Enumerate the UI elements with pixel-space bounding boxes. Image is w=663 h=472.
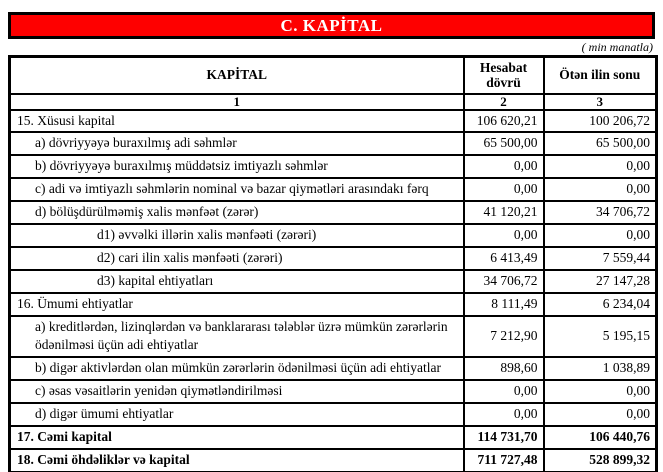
row-value-previous: 1 038,89 [544,357,657,380]
table-row [10,293,657,316]
row-value-previous: 7 559,44 [544,247,657,270]
table-row [10,316,657,358]
header-row [10,57,657,94]
table-row [10,110,657,133]
header-hesabat-dovru: Hesabat dövrü [464,57,544,94]
table-row [10,426,657,449]
column-number-1: 1 [10,94,464,110]
column-number-2: 2 [464,94,544,110]
row-value-current: 41 120,21 [464,201,544,224]
row-value-previous: 100 206,72 [544,110,657,133]
column-number-3: 3 [544,94,657,110]
row-label: d2) cari ilin xalis mənfəəti (zərəri) [10,247,464,270]
table-row [10,403,657,426]
row-label: a) dövriyyəyə buraxılmış adi səhmlər [10,132,464,155]
row-label: b) digər aktivlərdən olan mümkün zərərlərin ödənilməsi üçün adi ehtiyatlar [10,357,464,380]
row-value-current: 65 500,00 [464,132,544,155]
header-kapital: KAPİTAL [10,57,464,94]
header-oten-ilin-sonu: Ötən ilin sonu [544,57,657,94]
row-value-current: 898,60 [464,357,544,380]
row-label: 17. Cəmi kapital [10,426,464,449]
row-label: d) digər ümumi ehtiyatlar [10,403,464,426]
row-value-current: 0,00 [464,380,544,403]
row-value-previous: 6 234,04 [544,293,657,316]
row-value-current: 7 212,90 [464,316,544,358]
row-value-current: 8 111,49 [464,293,544,316]
row-value-previous: 0,00 [544,155,657,178]
row-label: 16. Ümumi ehtiyatlar [10,293,464,316]
row-value-current: 0,00 [464,155,544,178]
table-row [10,449,657,472]
row-value-current: 34 706,72 [464,270,544,293]
row-value-previous: 0,00 [544,224,657,247]
row-value-current: 711 727,48 [464,449,544,472]
section-title: C. KAPİTAL [280,16,383,35]
table-row [10,224,657,247]
table-row [10,178,657,201]
row-value-current: 6 413,49 [464,247,544,270]
row-value-previous: 34 706,72 [544,201,657,224]
row-value-current: 106 620,21 [464,110,544,133]
table-row [10,380,657,403]
row-value-previous: 65 500,00 [544,132,657,155]
row-label: c) əsas vəsaitlərin yenidən qiymətləndirilməsi [10,380,464,403]
table-row [10,270,657,293]
table-row [10,132,657,155]
row-label: b) dövriyyəyə buraxılmış müddətsiz imtiyazlı səhmlər [10,155,464,178]
row-label: a) kreditlərdən, lizinqlərdən və banklararası tələblər üzrə mümkün zərərlərin ödənilməsi üçün adi ehtiyatlar [10,316,464,358]
row-value-previous: 5 195,15 [544,316,657,358]
row-value-previous: 0,00 [544,403,657,426]
row-value-previous: 106 440,76 [544,426,657,449]
row-label: d3) kapital ehtiyatları [10,270,464,293]
row-value-previous: 0,00 [544,178,657,201]
row-value-current: 0,00 [464,224,544,247]
row-value-current: 0,00 [464,403,544,426]
unit-note: ( min manatla) [581,40,653,54]
row-label: d1) əvvəlki illərin xalis mənfəəti (zərəri) [10,224,464,247]
capital-table [8,55,658,472]
section-title-banner [8,12,655,39]
row-label: 15. Xüsusi kapital [10,110,464,133]
row-label: 18. Cəmi öhdəliklər və kapital [10,449,464,472]
row-label: c) adi və imtiyazlı səhmlərin nominal və bazar qiymətləri arasındakı fərq [10,178,464,201]
table-row [10,247,657,270]
table-row [10,357,657,380]
table-row [10,155,657,178]
row-value-previous: 528 899,32 [544,449,657,472]
row-value-previous: 0,00 [544,380,657,403]
row-label: d) bölüşdürülməmiş xalis mənfəət (zərər) [10,201,464,224]
row-value-current: 0,00 [464,178,544,201]
column-numbers-row [10,94,657,110]
row-value-previous: 27 147,28 [544,270,657,293]
table-row [10,201,657,224]
row-value-current: 114 731,70 [464,426,544,449]
